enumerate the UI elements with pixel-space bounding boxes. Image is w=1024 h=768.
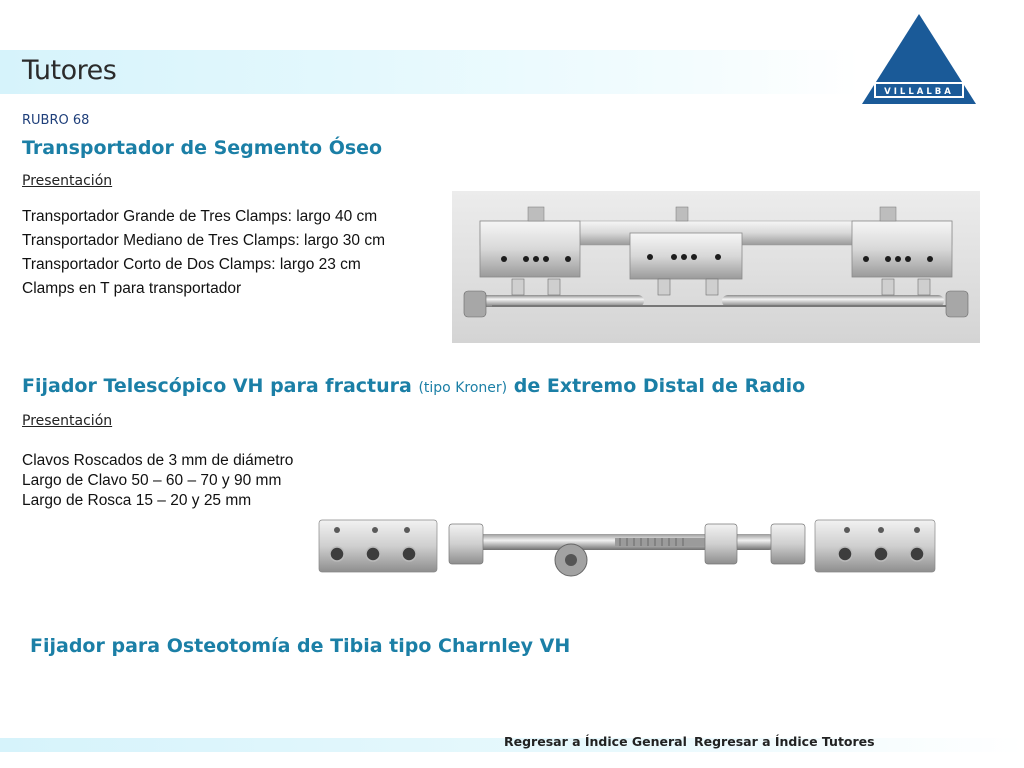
page-title: Tutores [22, 55, 117, 86]
list-item: Largo de Clavo 50 – 60 – 70 y 90 mm [22, 472, 282, 489]
villalba-logo [856, 10, 982, 112]
heading-tipo-kroner: (tipo Kroner) [418, 380, 508, 396]
presentacion-label: Presentación [22, 413, 113, 429]
heading-rest: de Extremo Distal de Radio [513, 375, 806, 397]
fijador-list [22, 451, 293, 511]
list-item: Transportador Mediano de Tres Clamps: largo 30 cm [22, 232, 385, 249]
link-indice-tutores[interactable]: Regresar a Índice Tutores [694, 734, 875, 749]
list-item: Clavos Roscados de 3 mm de diámetro [22, 452, 294, 469]
transportador-list [22, 205, 385, 301]
logo-text: VILLALBA [884, 87, 954, 97]
list-item: Clamps en T para transportador [22, 280, 242, 297]
rubro-label: RUBRO 68 [22, 113, 90, 128]
fijador-telescopico-photo [315, 512, 940, 580]
list-item: Transportador Corto de Dos Clamps: largo 23 cm [22, 256, 361, 273]
list-item: Transportador Grande de Tres Clamps: largo 40 cm [22, 208, 378, 225]
link-indice-general[interactable]: Regresar a Índice General [504, 734, 687, 749]
list-item: Largo de Rosca 15 – 20 y 25 mm [22, 492, 252, 509]
transportador-photo [452, 191, 980, 343]
title-band [0, 50, 860, 94]
section-heading-charnley: Fijador para Osteotomía de Tibia tipo Charnley VH [30, 635, 571, 657]
section-heading-transportador: Transportador de Segmento Óseo [22, 137, 383, 159]
section-heading-fijador-telescopico [22, 375, 805, 397]
presentacion-label: Presentación [22, 173, 113, 189]
heading-main: Fijador Telescópico VH para fractura [22, 375, 412, 397]
